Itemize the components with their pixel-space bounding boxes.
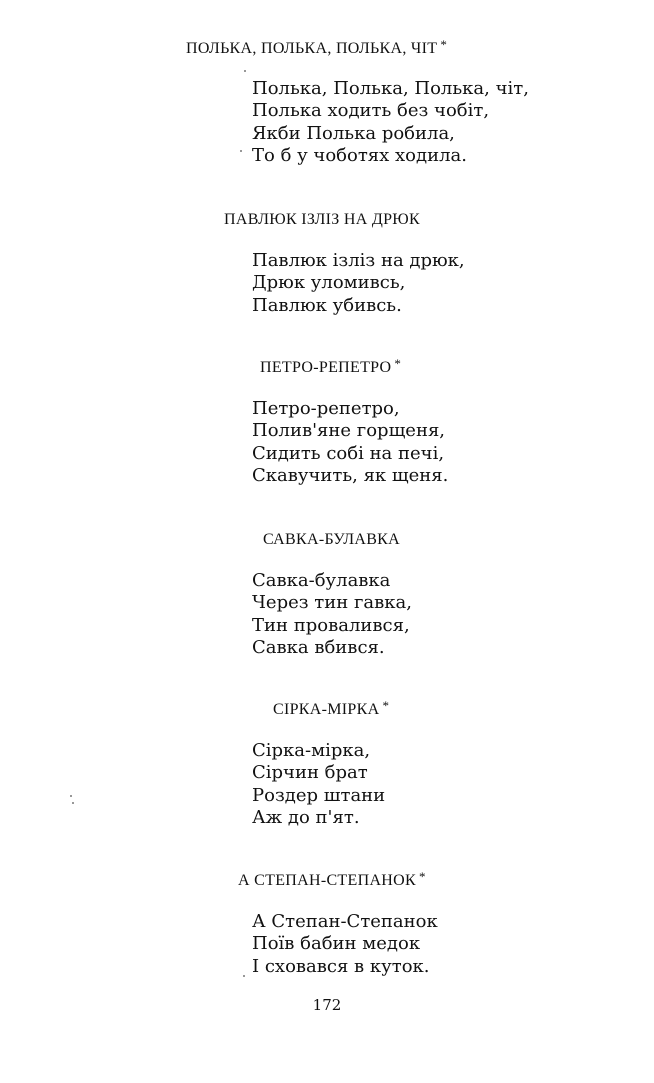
poem-title bbox=[186, 35, 447, 59]
verse-line: Якби Полька робила, bbox=[252, 122, 455, 144]
poem-title bbox=[263, 526, 403, 550]
verse-line: Аж до п'ят. bbox=[252, 806, 360, 828]
verse-line: Через тин гавка, bbox=[252, 592, 412, 614]
poem-title-text: ПЕТРО-РЕПЕТРО bbox=[260, 359, 392, 376]
poem-verse bbox=[252, 78, 529, 167]
verse-line: Поїв бабин медок bbox=[252, 933, 421, 955]
poem-title bbox=[273, 696, 389, 720]
poem-verse bbox=[252, 398, 448, 487]
verse-line: Сірчин брат bbox=[252, 762, 368, 784]
poem-title-text: А СТЕПАН-СТЕПАНОК bbox=[238, 872, 416, 889]
verse-line: А Степан-Степанок bbox=[252, 911, 438, 932]
poem-title-text: ПОЛЬКА, ПОЛЬКА, ПОЛЬКА, ЧІТ bbox=[186, 40, 438, 57]
verse-line: Тин провалився, bbox=[252, 614, 410, 636]
scan-speck bbox=[240, 150, 242, 152]
verse-line: Полив'яне горщеня, bbox=[252, 420, 446, 442]
verse-line: Савка вбився. bbox=[252, 636, 385, 658]
verse-line: Павлюк убивсь. bbox=[252, 294, 402, 316]
poem-title bbox=[224, 206, 423, 230]
poem-verse bbox=[252, 570, 412, 659]
poem-verse bbox=[252, 740, 385, 829]
poem-title-text: САВКА-БУЛАВКА bbox=[263, 531, 401, 548]
verse-line: То б у чоботях ходила. bbox=[252, 144, 467, 166]
page-number: 172 bbox=[312, 996, 342, 1014]
scan-speck bbox=[243, 975, 245, 977]
poem-title bbox=[238, 867, 426, 891]
verse-line: Роздер штани bbox=[252, 784, 386, 806]
verse-line: Скавучить, як щеня. bbox=[252, 464, 449, 486]
footnote-mark: * bbox=[440, 37, 448, 52]
verse-line: Павлюк ізліз на дрюк, bbox=[252, 250, 465, 271]
poem-verse bbox=[252, 911, 438, 978]
poem-verse bbox=[252, 250, 465, 317]
scan-speck bbox=[244, 70, 246, 72]
poem-title-text: СІРКА-МІРКА bbox=[273, 701, 380, 718]
poem-title-text: ПАВЛЮК ІЗЛІЗ НА ДРЮК bbox=[224, 211, 421, 228]
verse-line: Дрюк уломивсь, bbox=[252, 272, 406, 294]
verse-line: Полька, Полька, Полька, чіт, bbox=[252, 78, 529, 99]
verse-line: Петро-репетро, bbox=[252, 398, 400, 419]
verse-line: Полька ходить без чобіт, bbox=[252, 100, 490, 122]
verse-line: Савка-булавка bbox=[252, 570, 391, 591]
scan-speck bbox=[70, 795, 72, 797]
poem-title bbox=[260, 354, 401, 378]
footnote-mark: * bbox=[382, 698, 390, 713]
verse-line: Сірка-мірка, bbox=[252, 740, 371, 761]
footnote-mark: * bbox=[418, 869, 426, 884]
scan-speck bbox=[72, 802, 74, 804]
verse-line: І сховався в куток. bbox=[252, 955, 430, 977]
footnote-mark: * bbox=[394, 356, 402, 371]
verse-line: Сидить собі на печі, bbox=[252, 442, 445, 464]
